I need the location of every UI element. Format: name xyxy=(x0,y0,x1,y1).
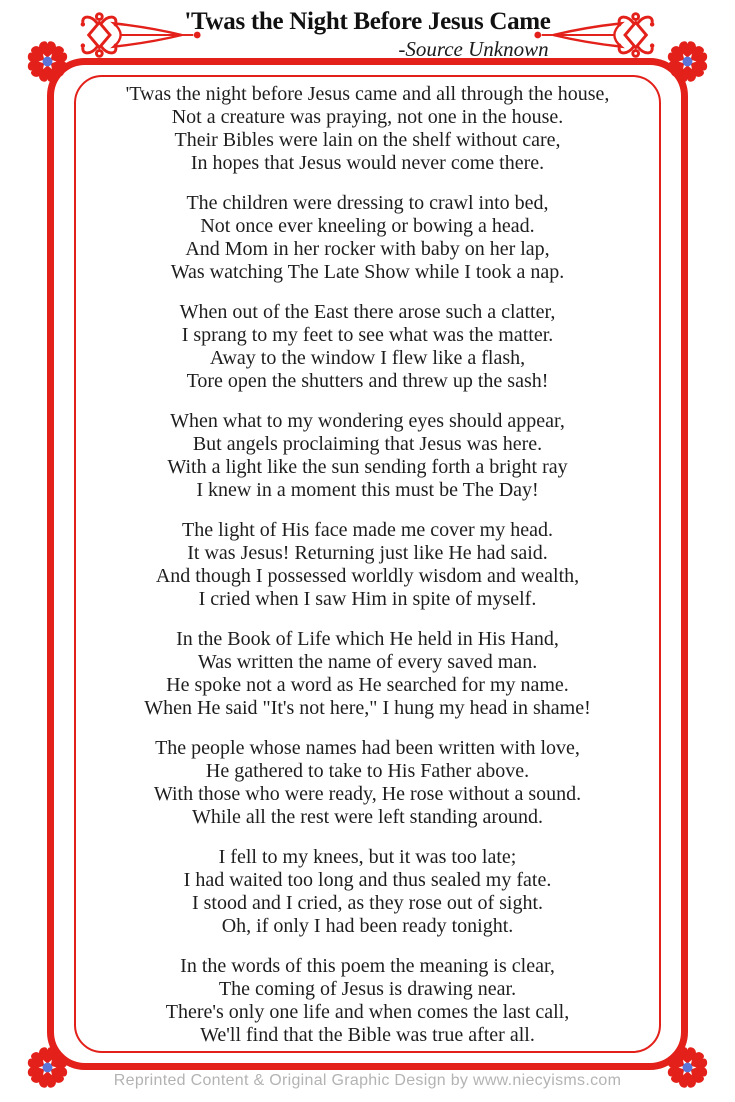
poem-line: When what to my wondering eyes should appear, xyxy=(170,410,565,432)
poem-body xyxy=(58,83,677,1064)
poem-line: We'll find that the Bible was true after all. xyxy=(200,1024,535,1046)
stanza xyxy=(58,955,677,1047)
stanza xyxy=(58,628,677,720)
poem-line: He gathered to take to His Father above. xyxy=(205,760,530,782)
poem-line: In the words of this poem the meaning is clear, xyxy=(180,955,555,977)
poem-line: In hopes that Jesus would never come there. xyxy=(190,152,545,174)
corner-flower-top-right-icon xyxy=(664,38,711,85)
poem-line: The children were dressing to crawl into bed, xyxy=(186,192,549,214)
poem-line: But angels proclaiming that Jesus was here. xyxy=(192,433,543,455)
poem-line: And though I possessed worldly wisdom and wealth, xyxy=(155,565,580,587)
poem-line: I had waited too long and thus sealed my fate. xyxy=(183,869,552,891)
stanza xyxy=(58,410,677,502)
poem-line: Was written the name of every saved man. xyxy=(197,651,538,673)
poem-line: When He said "It's not here," I hung my head in shame! xyxy=(144,697,591,719)
poem-line: The coming of Jesus is drawing near. xyxy=(218,978,517,1000)
corner-flower-bottom-right-icon xyxy=(664,1044,711,1091)
corner-flower-top-left-icon xyxy=(24,38,71,85)
poem-line: And Mom in her rocker with baby on her lap, xyxy=(185,238,550,260)
stanza xyxy=(58,519,677,611)
poem-line: With a light like the sun sending forth a bright ray xyxy=(167,456,568,478)
stanza xyxy=(58,192,677,284)
stanza xyxy=(58,846,677,938)
poem-line: Was watching The Late Show while I took a nap. xyxy=(170,261,565,283)
poem-line: I knew in a moment this must be The Day! xyxy=(196,479,539,501)
poem-line: Tore open the shutters and threw up the sash! xyxy=(186,370,549,392)
corner-flower-bottom-left-icon xyxy=(24,1044,71,1091)
page-title: 'Twas the Night Before Jesus Came xyxy=(184,8,551,35)
poem-line: It was Jesus! Returning just like He had said. xyxy=(187,542,548,564)
poem-line: Not a creature was praying, not one in the house. xyxy=(171,106,564,128)
source-attribution: -Source Unknown xyxy=(398,37,549,61)
poem-line: 'Twas the night before Jesus came and all through the house, xyxy=(125,83,610,105)
poem-line: Away to the window I flew like a flash, xyxy=(209,347,526,369)
poem-line: With those who were ready, He rose without a sound. xyxy=(153,783,582,805)
poem-line: The people whose names had been written with love, xyxy=(155,737,580,759)
poem-line: Oh, if only I had been ready tonight. xyxy=(221,915,514,937)
poem-line: Not once ever kneeling or bowing a head. xyxy=(200,215,535,237)
stanza xyxy=(58,737,677,829)
poem-line: There's only one life and when comes the last call, xyxy=(165,1001,570,1023)
footer-credit: Reprinted Content & Original Graphic Design by www.niecyisms.com xyxy=(113,1072,622,1089)
poem-line: I fell to my knees, but it was too late; xyxy=(218,846,517,868)
poem-line: I sprang to my feet to see what was the matter. xyxy=(181,324,554,346)
poem-line: He spoke not a word as He searched for my name. xyxy=(166,674,569,696)
poem-line: In the Book of Life which He held in His Hand, xyxy=(176,628,559,650)
stanza xyxy=(58,301,677,393)
poem-line: The light of His face made me cover my head. xyxy=(182,519,553,541)
poem-line: I cried when I saw Him in spite of myself. xyxy=(198,588,537,610)
poem-line: I stood and I cried, as they rose out of sight. xyxy=(191,892,544,914)
header xyxy=(0,6,735,61)
poem-line: When out of the East there arose such a clatter, xyxy=(179,301,556,323)
stanza xyxy=(58,83,677,175)
poem-line: While all the rest were left standing around. xyxy=(192,806,543,828)
poem-line: Their Bibles were lain on the shelf without care, xyxy=(174,129,561,151)
